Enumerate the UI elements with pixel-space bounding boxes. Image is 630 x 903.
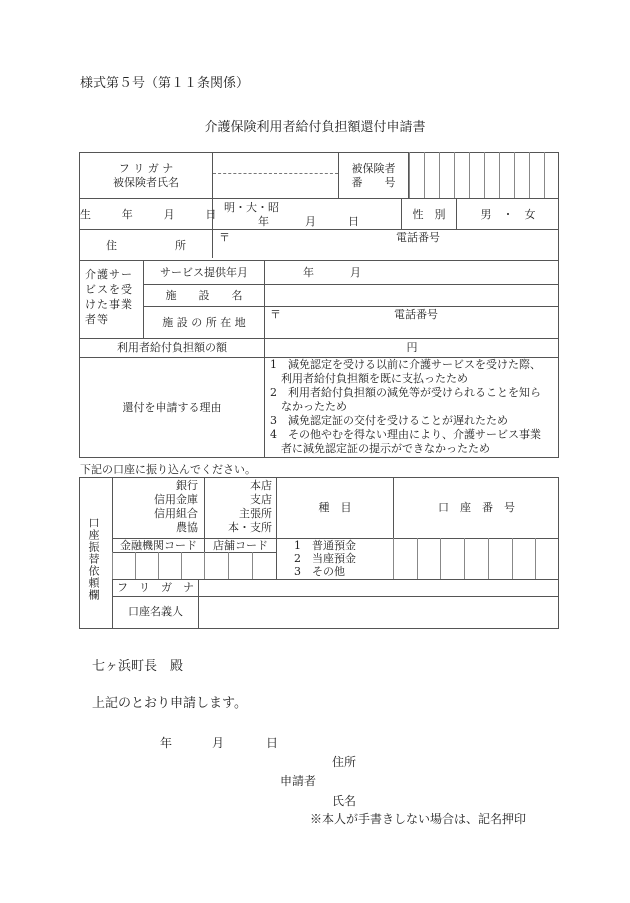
address-label-2: 所 xyxy=(175,239,186,252)
account-holder-input[interactable] xyxy=(200,598,555,627)
insured-number-digit[interactable] xyxy=(455,152,468,198)
row-divider xyxy=(112,596,559,597)
applicant-address-label: 住所 xyxy=(332,755,357,769)
amount-unit: 円 xyxy=(406,341,418,354)
account-number-digit[interactable] xyxy=(465,538,487,579)
account-type-checking: 2 当座預金 xyxy=(294,552,356,565)
addressee: 七ヶ浜町長 殿 xyxy=(92,659,184,674)
insured-number-digit[interactable] xyxy=(425,152,438,198)
birth-year-label: 年 xyxy=(258,215,269,228)
row-divider xyxy=(79,198,559,199)
branch-type-main: 本店 xyxy=(250,479,272,492)
insured-name-label: 被保険者氏名 xyxy=(113,176,179,189)
postal-mark: 〒 xyxy=(219,231,230,244)
account-number-digit[interactable] xyxy=(394,538,416,579)
reason-line[interactable]: 1 減免認定を受ける以前に介護サービスを受けた際、 xyxy=(270,358,541,371)
service-year-label: 年 xyxy=(303,266,314,279)
service-month-label: 月 xyxy=(350,266,361,279)
institution-code-digit[interactable] xyxy=(113,552,134,579)
reason-line[interactable]: 者に減免認定証の提示ができなかったため xyxy=(270,442,490,455)
birth-month-label: 月 xyxy=(305,215,316,228)
account-number-digit[interactable] xyxy=(418,538,440,579)
insured-number-label-1: 被保険者 xyxy=(351,162,396,175)
bank-note: 下記の口座に振り込んでください。 xyxy=(80,463,256,476)
institution-code-digit[interactable] xyxy=(182,552,203,579)
provider-section-label-1: 介護サー xyxy=(85,268,133,281)
institution-types[interactable] xyxy=(120,479,198,535)
application-month-label: 月 xyxy=(212,736,225,750)
insured-name-input[interactable] xyxy=(214,176,337,196)
row-divider xyxy=(79,338,559,339)
amount-label: 利用者給付負担額の額 xyxy=(117,341,227,354)
branch-code-digit[interactable] xyxy=(253,552,275,579)
reason-line[interactable]: 4 その他やむを得ない理由により、介護サービス事業 xyxy=(270,428,541,441)
account-types[interactable] xyxy=(294,539,356,578)
institution-code-label: 金融機関コード xyxy=(120,539,197,552)
row-divider xyxy=(143,284,559,285)
sex-label: 性 別 xyxy=(412,208,446,221)
facility-address-label: 施 設 の 所 在 地 xyxy=(162,316,246,329)
insured-number-digit[interactable] xyxy=(485,152,498,198)
account-number-digit[interactable] xyxy=(441,538,463,579)
holder-furigana-input[interactable] xyxy=(200,580,555,595)
furigana-separator xyxy=(213,173,338,174)
branch-type-both: 本・支所 xyxy=(228,521,272,534)
institution-type-shinkin: 信用金庫 xyxy=(154,493,198,506)
branch-code-label: 店舗コード xyxy=(213,539,268,552)
account-type-other: 3 その他 xyxy=(294,565,345,578)
sex-options[interactable]: 男 ・ 女 xyxy=(480,208,536,221)
insured-number-digit[interactable] xyxy=(410,152,423,198)
applicant-label: 申請者 xyxy=(280,774,317,788)
facility-phone-label: 電話番号 xyxy=(394,308,438,321)
reason-line[interactable]: 3 減免認定証の交付を受けることが遅れたため xyxy=(270,414,508,427)
branch-code-digit[interactable] xyxy=(229,552,251,579)
provider-section-label-2: ビスを受 xyxy=(85,283,133,296)
col-divider xyxy=(276,477,277,579)
row-divider xyxy=(79,229,559,230)
reason-label: 還付を申請する理由 xyxy=(122,401,222,414)
reason-line[interactable]: なかったため xyxy=(270,400,347,413)
application-day-label: 日 xyxy=(266,736,279,750)
insured-number-digit[interactable] xyxy=(500,152,513,198)
branch-type-branch: 支店 xyxy=(250,493,272,506)
account-number-digit[interactable] xyxy=(513,538,535,579)
birthdate-label: 生 年 月 日 xyxy=(80,208,227,221)
insured-number-digit[interactable] xyxy=(515,152,528,198)
account-type-label: 種 目 xyxy=(318,501,352,514)
application-statement: 上記のとおり申請します。 xyxy=(92,696,247,711)
branch-types[interactable] xyxy=(206,479,272,535)
phone-label: 電話番号 xyxy=(396,231,440,244)
insured-number-digit[interactable] xyxy=(470,152,483,198)
application-year-label: 年 xyxy=(160,736,173,750)
provider-section-label-4: 者等 xyxy=(85,313,109,326)
applicant-name-label: 氏名 xyxy=(332,794,357,808)
signature-note: ※本人が手書きしない場合は、記名押印 xyxy=(310,812,527,826)
era-options[interactable]: 明・大・昭 xyxy=(224,201,279,214)
account-holder-label: 口座名義人 xyxy=(128,605,183,618)
furigana-label: フ リ ガ ナ xyxy=(118,162,174,175)
address-label-1: 住 xyxy=(106,239,117,252)
provider-section-label-3: けた事業 xyxy=(85,298,133,311)
insured-number-digit[interactable] xyxy=(545,152,558,198)
col-divider xyxy=(212,152,213,258)
account-type-savings: 1 普通預金 xyxy=(294,539,356,552)
insured-number-digit[interactable] xyxy=(530,152,543,198)
insured-number-label-2: 番 号 xyxy=(351,176,396,189)
institution-code-digit[interactable] xyxy=(136,552,157,579)
col-divider xyxy=(338,152,339,198)
institution-type-bank: 銀行 xyxy=(176,479,198,492)
insured-furigana-input[interactable] xyxy=(214,157,337,172)
account-number-digit[interactable] xyxy=(489,538,511,579)
facility-postal-mark: 〒 xyxy=(270,308,281,321)
reason-line[interactable]: 利用者給付負担額を既に支払ったため xyxy=(270,372,468,385)
document-title: 介護保険利用者給付負担額還付申請書 xyxy=(204,120,426,135)
facility-name-input[interactable] xyxy=(266,287,556,305)
branch-code-digit[interactable] xyxy=(205,552,227,579)
birth-day-label: 日 xyxy=(348,215,359,228)
reason-line[interactable]: 2 利用者給付負担額の減免等が受けられることを知ら xyxy=(270,386,541,399)
insured-number-digit[interactable] xyxy=(440,152,453,198)
branch-type-office: 主張所 xyxy=(239,507,272,520)
service-period-label: サービス提供年月 xyxy=(160,266,248,279)
row-divider xyxy=(143,306,559,307)
insured-address-input[interactable] xyxy=(230,232,390,258)
bank-section-label: 口座振替依頼欄 xyxy=(87,517,100,601)
col-divider xyxy=(264,260,265,458)
facility-name-label: 施 設 名 xyxy=(165,289,243,302)
institution-code-digit[interactable] xyxy=(159,552,180,579)
holder-furigana-label: フ リ ガ ナ xyxy=(117,581,194,594)
col-divider xyxy=(198,579,199,629)
institution-type-kumiai: 信用組合 xyxy=(154,507,198,520)
form-number: 様式第５号（第１１条関係） xyxy=(80,76,250,91)
row-divider xyxy=(79,260,559,261)
account-number-label: 口 座 番 号 xyxy=(438,501,515,514)
account-number-digit[interactable] xyxy=(536,538,558,579)
institution-type-nokyo: 農協 xyxy=(176,521,198,534)
